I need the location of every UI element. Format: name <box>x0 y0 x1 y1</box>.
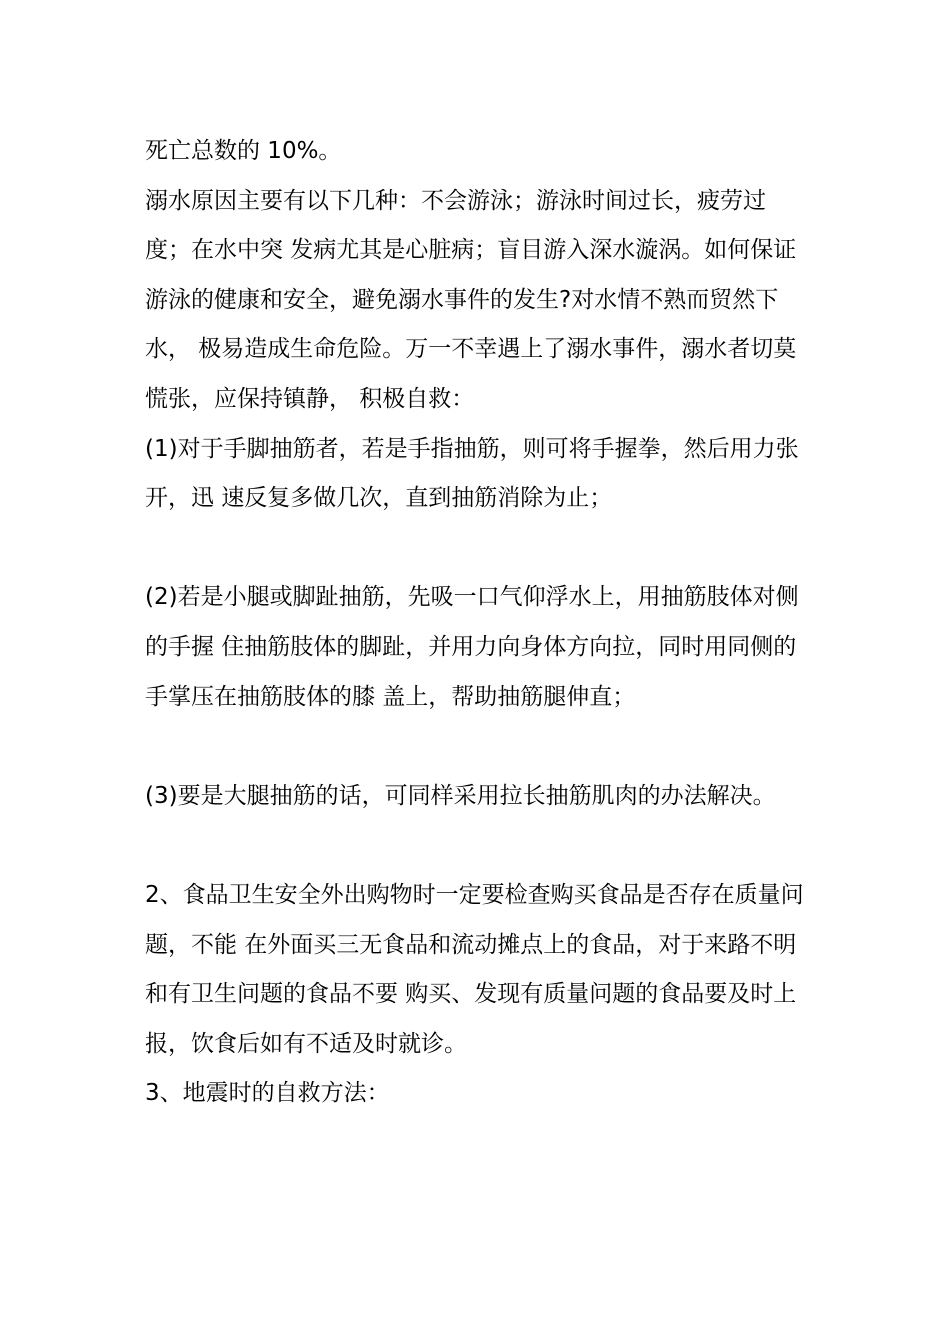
paragraph-hand-cramp: (1)对于手脚抽筋者，若是手指抽筋，则可将手握拳，然后用力张开，迅 速反复多做几次，直到抽筋消除为止； <box>145 435 799 512</box>
paragraph-calf-cramp: (2)若是小腿或脚趾抽筋，先吸一口气仰浮水上，用抽筋肢体对侧的手握 住抽筋肢体的脚趾，并用力向身体方向拉，同时用同侧的手掌压在抽筋肢体的膝 盖上，帮助抽筋腿伸直； <box>145 584 799 710</box>
paragraph-drowning-causes: 溺水原因主要有以下几种：不会游泳；游泳时间过长，疲劳过度；在水中突 发病尤其是心脏病；盲目游入深水漩涡。如何保证游泳的健康和安全，避免溺水事件的发生?对水情不熟而贸然下水， 极易造成生命危险。万一不幸遇上了溺水事件，溺水者切莫慌张，应保持镇静， 积极自救： <box>145 187 797 412</box>
paragraph-thigh-cramp: (3)要是大腿抽筋的话，可同样采用拉长抽筋肌肉的办法解决。 <box>145 782 776 809</box>
paragraph-earthquake-heading: 3、地震时的自救方法： <box>145 1080 390 1107</box>
paragraph-food-safety: 2、食品卫生安全外出购物时一定要检查购买食品是否存在质量问题，不能 在外面买三无食品和流动摊点上的食品，对于来路不明和有卫生问题的食品不要 购买、发现有质量问题的食品要及时上报，饮食后如有不适及时就诊。 <box>145 881 804 1057</box>
document-body <box>145 127 810 1119</box>
paragraph-death-statistic: 死亡总数的 10%。 <box>145 138 342 164</box>
